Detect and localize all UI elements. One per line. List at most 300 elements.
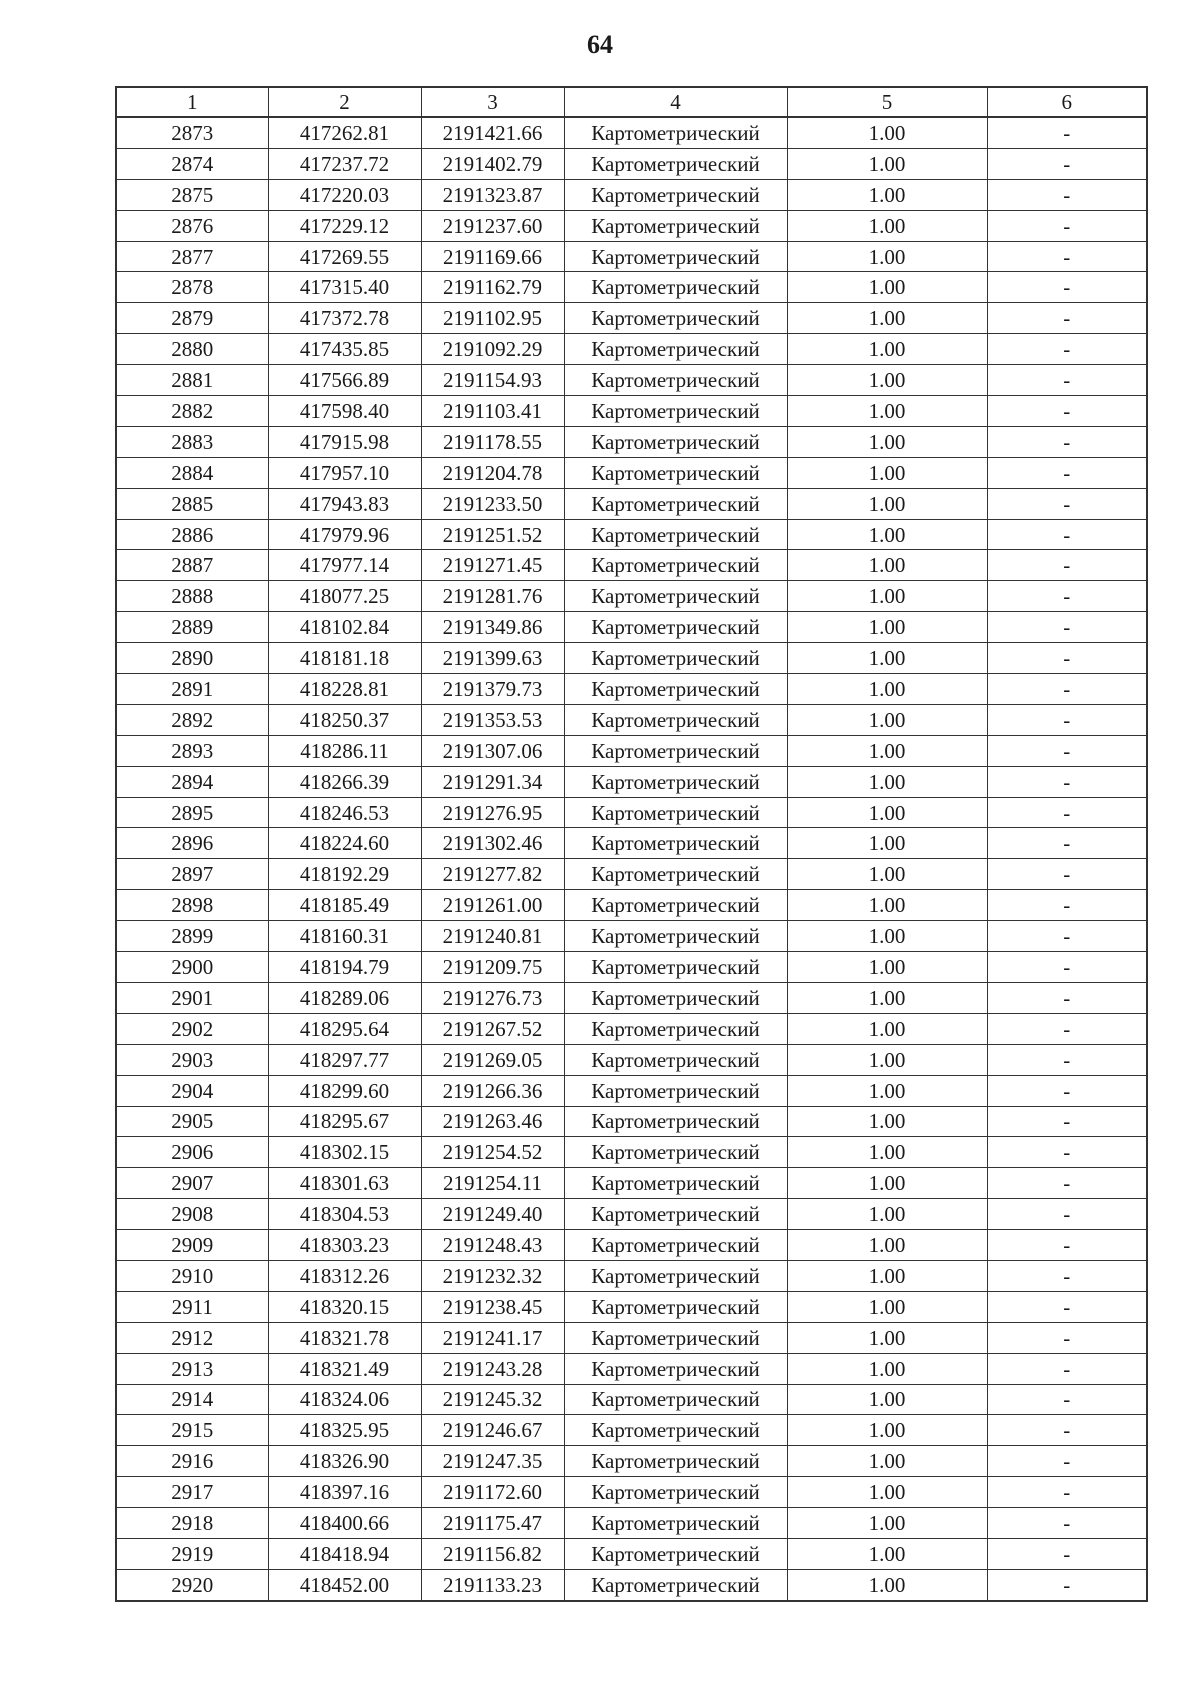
cell-point-number: 2910 [116, 1260, 268, 1291]
cell-coord-x: 417566.89 [268, 365, 421, 396]
table-row [116, 210, 1147, 241]
cell-coord-y: 2191154.93 [421, 365, 564, 396]
column-header-5: 5 [787, 87, 987, 117]
cell-accuracy: 1.00 [787, 1013, 987, 1044]
cell-method: Картометрический [564, 1137, 787, 1168]
cell-method: Картометрический [564, 488, 787, 519]
cell-coord-y: 2191402.79 [421, 148, 564, 179]
cell-accuracy: 1.00 [787, 1538, 987, 1569]
cell-coord-y: 2191172.60 [421, 1477, 564, 1508]
cell-method: Картометрический [564, 426, 787, 457]
cell-point-number: 2888 [116, 581, 268, 612]
cell-coord-x: 418266.39 [268, 766, 421, 797]
table-row [116, 1013, 1147, 1044]
cell-coord-y: 2191243.28 [421, 1353, 564, 1384]
cell-coord-y: 2191353.53 [421, 704, 564, 735]
cell-coord-y: 2191307.06 [421, 735, 564, 766]
cell-coord-x: 417372.78 [268, 303, 421, 334]
cell-point-number: 2895 [116, 797, 268, 828]
cell-method: Картометрический [564, 1446, 787, 1477]
cell-point-number: 2915 [116, 1415, 268, 1446]
cell-coord-y: 2191251.52 [421, 519, 564, 550]
cell-accuracy: 1.00 [787, 1075, 987, 1106]
cell-coord-x: 418250.37 [268, 704, 421, 735]
cell-point-number: 2896 [116, 828, 268, 859]
cell-accuracy: 1.00 [787, 334, 987, 365]
cell-note: - [987, 117, 1147, 148]
table-body [116, 117, 1147, 1601]
cell-method: Картометрический [564, 921, 787, 952]
cell-point-number: 2920 [116, 1569, 268, 1600]
cell-note: - [987, 179, 1147, 210]
cell-note: - [987, 1230, 1147, 1261]
cell-accuracy: 1.00 [787, 797, 987, 828]
cell-coord-x: 418194.79 [268, 952, 421, 983]
cell-point-number: 2916 [116, 1446, 268, 1477]
table-row [116, 303, 1147, 334]
cell-coord-x: 417957.10 [268, 457, 421, 488]
cell-accuracy: 1.00 [787, 1199, 987, 1230]
cell-point-number: 2893 [116, 735, 268, 766]
cell-point-number: 2873 [116, 117, 268, 148]
cell-note: - [987, 1384, 1147, 1415]
cell-coord-y: 2191233.50 [421, 488, 564, 519]
cell-method: Картометрический [564, 674, 787, 705]
cell-accuracy: 1.00 [787, 612, 987, 643]
cell-accuracy: 1.00 [787, 766, 987, 797]
cell-coord-y: 2191269.05 [421, 1044, 564, 1075]
cell-method: Картометрический [564, 1477, 787, 1508]
cell-coord-x: 418303.23 [268, 1230, 421, 1261]
cell-method: Картометрический [564, 1044, 787, 1075]
table-row [116, 272, 1147, 303]
cell-note: - [987, 1322, 1147, 1353]
cell-coord-y: 2191263.46 [421, 1106, 564, 1137]
cell-coord-y: 2191281.76 [421, 581, 564, 612]
cell-note: - [987, 1477, 1147, 1508]
cell-note: - [987, 426, 1147, 457]
table-row [116, 396, 1147, 427]
cell-note: - [987, 735, 1147, 766]
cell-coord-y: 2191249.40 [421, 1199, 564, 1230]
cell-point-number: 2875 [116, 179, 268, 210]
cell-note: - [987, 1168, 1147, 1199]
cell-accuracy: 1.00 [787, 704, 987, 735]
cell-accuracy: 1.00 [787, 1291, 987, 1322]
table-row [116, 1044, 1147, 1075]
cell-accuracy: 1.00 [787, 828, 987, 859]
cell-method: Картометрический [564, 1075, 787, 1106]
cell-note: - [987, 704, 1147, 735]
table-row [116, 612, 1147, 643]
cell-accuracy: 1.00 [787, 1569, 987, 1600]
cell-point-number: 2905 [116, 1106, 268, 1137]
cell-accuracy: 1.00 [787, 921, 987, 952]
cell-point-number: 2887 [116, 550, 268, 581]
cell-note: - [987, 1446, 1147, 1477]
cell-method: Картометрический [564, 519, 787, 550]
table-row [116, 735, 1147, 766]
cell-coord-x: 417229.12 [268, 210, 421, 241]
cell-coord-y: 2191238.45 [421, 1291, 564, 1322]
cell-coord-x: 417598.40 [268, 396, 421, 427]
cell-coord-x: 417915.98 [268, 426, 421, 457]
cell-coord-x: 418312.26 [268, 1260, 421, 1291]
cell-accuracy: 1.00 [787, 1137, 987, 1168]
table-row [116, 1415, 1147, 1446]
table-row [116, 797, 1147, 828]
cell-method: Картометрический [564, 1199, 787, 1230]
cell-point-number: 2901 [116, 982, 268, 1013]
cell-accuracy: 1.00 [787, 1384, 987, 1415]
cell-coord-x: 417943.83 [268, 488, 421, 519]
cell-note: - [987, 1260, 1147, 1291]
cell-method: Картометрический [564, 828, 787, 859]
cell-coord-y: 2191276.73 [421, 982, 564, 1013]
cell-point-number: 2874 [116, 148, 268, 179]
cell-coord-x: 417237.72 [268, 148, 421, 179]
cell-coord-x: 418321.78 [268, 1322, 421, 1353]
cell-method: Картометрический [564, 1013, 787, 1044]
cell-coord-y: 2191178.55 [421, 426, 564, 457]
cell-point-number: 2890 [116, 643, 268, 674]
table-row [116, 1199, 1147, 1230]
cell-coord-y: 2191266.36 [421, 1075, 564, 1106]
cell-method: Картометрический [564, 1106, 787, 1137]
cell-point-number: 2877 [116, 241, 268, 272]
cell-coord-y: 2191241.17 [421, 1322, 564, 1353]
table-row [116, 1168, 1147, 1199]
cell-coord-y: 2191232.32 [421, 1260, 564, 1291]
cell-point-number: 2907 [116, 1168, 268, 1199]
cell-point-number: 2904 [116, 1075, 268, 1106]
cell-accuracy: 1.00 [787, 1106, 987, 1137]
cell-coord-x: 417979.96 [268, 519, 421, 550]
cell-point-number: 2878 [116, 272, 268, 303]
cell-coord-x: 417977.14 [268, 550, 421, 581]
cell-method: Картометрический [564, 365, 787, 396]
table-row [116, 241, 1147, 272]
cell-point-number: 2906 [116, 1137, 268, 1168]
cell-coord-y: 2191421.66 [421, 117, 564, 148]
cell-point-number: 2898 [116, 890, 268, 921]
table-row [116, 1075, 1147, 1106]
cell-point-number: 2876 [116, 210, 268, 241]
cell-method: Картометрический [564, 148, 787, 179]
cell-method: Картометрический [564, 797, 787, 828]
cell-accuracy: 1.00 [787, 272, 987, 303]
cell-point-number: 2897 [116, 859, 268, 890]
cell-point-number: 2885 [116, 488, 268, 519]
cell-point-number: 2884 [116, 457, 268, 488]
cell-note: - [987, 982, 1147, 1013]
cell-method: Картометрический [564, 1168, 787, 1199]
cell-coord-y: 2191399.63 [421, 643, 564, 674]
cell-accuracy: 1.00 [787, 674, 987, 705]
cell-coord-x: 418286.11 [268, 735, 421, 766]
table-row [116, 890, 1147, 921]
cell-note: - [987, 581, 1147, 612]
cell-coord-x: 418321.49 [268, 1353, 421, 1384]
cell-point-number: 2900 [116, 952, 268, 983]
table-row [116, 1106, 1147, 1137]
cell-accuracy: 1.00 [787, 859, 987, 890]
cell-coord-x: 418228.81 [268, 674, 421, 705]
cell-note: - [987, 890, 1147, 921]
cell-coord-y: 2191291.34 [421, 766, 564, 797]
cell-accuracy: 1.00 [787, 1322, 987, 1353]
table-row [116, 704, 1147, 735]
cell-note: - [987, 488, 1147, 519]
table-row [116, 519, 1147, 550]
cell-note: - [987, 612, 1147, 643]
cell-note: - [987, 1569, 1147, 1600]
cell-note: - [987, 859, 1147, 890]
cell-coord-x: 418397.16 [268, 1477, 421, 1508]
table-row [116, 1538, 1147, 1569]
cell-accuracy: 1.00 [787, 735, 987, 766]
cell-note: - [987, 1075, 1147, 1106]
cell-point-number: 2880 [116, 334, 268, 365]
cell-coord-x: 418324.06 [268, 1384, 421, 1415]
cell-accuracy: 1.00 [787, 1477, 987, 1508]
table-row [116, 581, 1147, 612]
cell-note: - [987, 1137, 1147, 1168]
table-row [116, 766, 1147, 797]
cell-coord-x: 418301.63 [268, 1168, 421, 1199]
cell-note: - [987, 952, 1147, 983]
cell-coord-x: 417220.03 [268, 179, 421, 210]
cell-method: Картометрический [564, 1230, 787, 1261]
cell-coord-y: 2191162.79 [421, 272, 564, 303]
cell-note: - [987, 272, 1147, 303]
cell-coord-x: 418102.84 [268, 612, 421, 643]
cell-method: Картометрический [564, 457, 787, 488]
cell-coord-y: 2191302.46 [421, 828, 564, 859]
cell-method: Картометрический [564, 117, 787, 148]
cell-method: Картометрический [564, 735, 787, 766]
cell-point-number: 2919 [116, 1538, 268, 1569]
cell-coord-y: 2191379.73 [421, 674, 564, 705]
cell-coord-y: 2191323.87 [421, 179, 564, 210]
cell-method: Картометрический [564, 272, 787, 303]
cell-method: Картометрический [564, 859, 787, 890]
cell-accuracy: 1.00 [787, 396, 987, 427]
cell-accuracy: 1.00 [787, 210, 987, 241]
cell-note: - [987, 1353, 1147, 1384]
cell-method: Картометрический [564, 766, 787, 797]
cell-coord-x: 418295.67 [268, 1106, 421, 1137]
cell-accuracy: 1.00 [787, 457, 987, 488]
table-row [116, 1353, 1147, 1384]
cell-note: - [987, 550, 1147, 581]
cell-coord-y: 2191248.43 [421, 1230, 564, 1261]
cell-note: - [987, 210, 1147, 241]
cell-coord-x: 418320.15 [268, 1291, 421, 1322]
cell-point-number: 2899 [116, 921, 268, 952]
table-row [116, 828, 1147, 859]
cell-accuracy: 1.00 [787, 952, 987, 983]
table-row [116, 426, 1147, 457]
cell-point-number: 2883 [116, 426, 268, 457]
table-row [116, 179, 1147, 210]
cell-note: - [987, 643, 1147, 674]
table-row [116, 921, 1147, 952]
cell-accuracy: 1.00 [787, 1044, 987, 1075]
cell-point-number: 2886 [116, 519, 268, 550]
cell-coord-x: 418297.77 [268, 1044, 421, 1075]
cell-point-number: 2908 [116, 1199, 268, 1230]
cell-point-number: 2914 [116, 1384, 268, 1415]
cell-accuracy: 1.00 [787, 241, 987, 272]
cell-method: Картометрический [564, 581, 787, 612]
cell-point-number: 2891 [116, 674, 268, 705]
cell-accuracy: 1.00 [787, 303, 987, 334]
table-row [116, 1260, 1147, 1291]
cell-coord-y: 2191209.75 [421, 952, 564, 983]
cell-method: Картометрический [564, 396, 787, 427]
cell-point-number: 2903 [116, 1044, 268, 1075]
cell-coord-y: 2191092.29 [421, 334, 564, 365]
table-row [116, 365, 1147, 396]
cell-accuracy: 1.00 [787, 643, 987, 674]
cell-coord-x: 418302.15 [268, 1137, 421, 1168]
cell-method: Картометрический [564, 1260, 787, 1291]
coordinates-table [115, 86, 1148, 1602]
cell-method: Картометрический [564, 643, 787, 674]
column-header-2: 2 [268, 87, 421, 117]
cell-note: - [987, 674, 1147, 705]
cell-point-number: 2889 [116, 612, 268, 643]
table-row [116, 117, 1147, 148]
cell-method: Картометрический [564, 612, 787, 643]
cell-coord-y: 2191277.82 [421, 859, 564, 890]
cell-accuracy: 1.00 [787, 982, 987, 1013]
cell-coord-x: 417269.55 [268, 241, 421, 272]
table-row [116, 1291, 1147, 1322]
cell-note: - [987, 1508, 1147, 1539]
cell-coord-x: 417315.40 [268, 272, 421, 303]
cell-coord-x: 418224.60 [268, 828, 421, 859]
table-row [116, 1230, 1147, 1261]
cell-point-number: 2917 [116, 1477, 268, 1508]
cell-accuracy: 1.00 [787, 890, 987, 921]
cell-coord-y: 2191246.67 [421, 1415, 564, 1446]
cell-note: - [987, 241, 1147, 272]
cell-note: - [987, 921, 1147, 952]
cell-accuracy: 1.00 [787, 148, 987, 179]
cell-note: - [987, 1538, 1147, 1569]
cell-accuracy: 1.00 [787, 1230, 987, 1261]
cell-method: Картометрический [564, 1538, 787, 1569]
cell-method: Картометрический [564, 210, 787, 241]
table-row [116, 982, 1147, 1013]
cell-accuracy: 1.00 [787, 581, 987, 612]
page-number: 64 [587, 30, 613, 59]
cell-coord-y: 2191254.52 [421, 1137, 564, 1168]
cell-coord-y: 2191240.81 [421, 921, 564, 952]
cell-coord-y: 2191349.86 [421, 612, 564, 643]
cell-accuracy: 1.00 [787, 426, 987, 457]
cell-coord-x: 418077.25 [268, 581, 421, 612]
cell-coord-y: 2191175.47 [421, 1508, 564, 1539]
cell-note: - [987, 1013, 1147, 1044]
table-row [116, 859, 1147, 890]
table-row [116, 952, 1147, 983]
cell-coord-x: 418289.06 [268, 982, 421, 1013]
cell-accuracy: 1.00 [787, 1415, 987, 1446]
cell-coord-x: 417435.85 [268, 334, 421, 365]
cell-method: Картометрический [564, 1353, 787, 1384]
cell-method: Картометрический [564, 1508, 787, 1539]
table-row [116, 1137, 1147, 1168]
cell-coord-x: 418400.66 [268, 1508, 421, 1539]
cell-coord-y: 2191102.95 [421, 303, 564, 334]
cell-coord-y: 2191247.35 [421, 1446, 564, 1477]
cell-coord-x: 417262.81 [268, 117, 421, 148]
table-row [116, 148, 1147, 179]
cell-coord-x: 418295.64 [268, 1013, 421, 1044]
cell-point-number: 2902 [116, 1013, 268, 1044]
cell-accuracy: 1.00 [787, 365, 987, 396]
cell-accuracy: 1.00 [787, 1260, 987, 1291]
cell-method: Картометрический [564, 1384, 787, 1415]
cell-coord-x: 418304.53 [268, 1199, 421, 1230]
cell-note: - [987, 1199, 1147, 1230]
cell-note: - [987, 334, 1147, 365]
cell-coord-y: 2191267.52 [421, 1013, 564, 1044]
column-header-6: 6 [987, 87, 1147, 117]
cell-coord-x: 418325.95 [268, 1415, 421, 1446]
cell-point-number: 2909 [116, 1230, 268, 1261]
cell-method: Картометрический [564, 1291, 787, 1322]
cell-method: Картометрический [564, 303, 787, 334]
cell-accuracy: 1.00 [787, 488, 987, 519]
cell-coord-x: 418160.31 [268, 921, 421, 952]
table-row [116, 550, 1147, 581]
cell-method: Картометрический [564, 890, 787, 921]
table-row [116, 1446, 1147, 1477]
cell-method: Картометрический [564, 704, 787, 735]
table-row [116, 1322, 1147, 1353]
cell-point-number: 2918 [116, 1508, 268, 1539]
cell-coord-y: 2191245.32 [421, 1384, 564, 1415]
cell-method: Картометрический [564, 982, 787, 1013]
cell-coord-x: 418418.94 [268, 1538, 421, 1569]
cell-note: - [987, 797, 1147, 828]
table-row [116, 334, 1147, 365]
table-row [116, 1569, 1147, 1600]
cell-point-number: 2882 [116, 396, 268, 427]
cell-method: Картометрический [564, 952, 787, 983]
cell-coord-y: 2191103.41 [421, 396, 564, 427]
cell-note: - [987, 766, 1147, 797]
cell-method: Картометрический [564, 550, 787, 581]
cell-note: - [987, 303, 1147, 334]
cell-coord-y: 2191133.23 [421, 1569, 564, 1600]
cell-note: - [987, 1415, 1147, 1446]
cell-accuracy: 1.00 [787, 519, 987, 550]
table-row [116, 488, 1147, 519]
cell-coord-x: 418185.49 [268, 890, 421, 921]
table-header-row [116, 87, 1147, 117]
cell-accuracy: 1.00 [787, 117, 987, 148]
column-header-4: 4 [564, 87, 787, 117]
cell-note: - [987, 1044, 1147, 1075]
cell-method: Картометрический [564, 334, 787, 365]
cell-point-number: 2879 [116, 303, 268, 334]
cell-method: Картометрический [564, 1322, 787, 1353]
